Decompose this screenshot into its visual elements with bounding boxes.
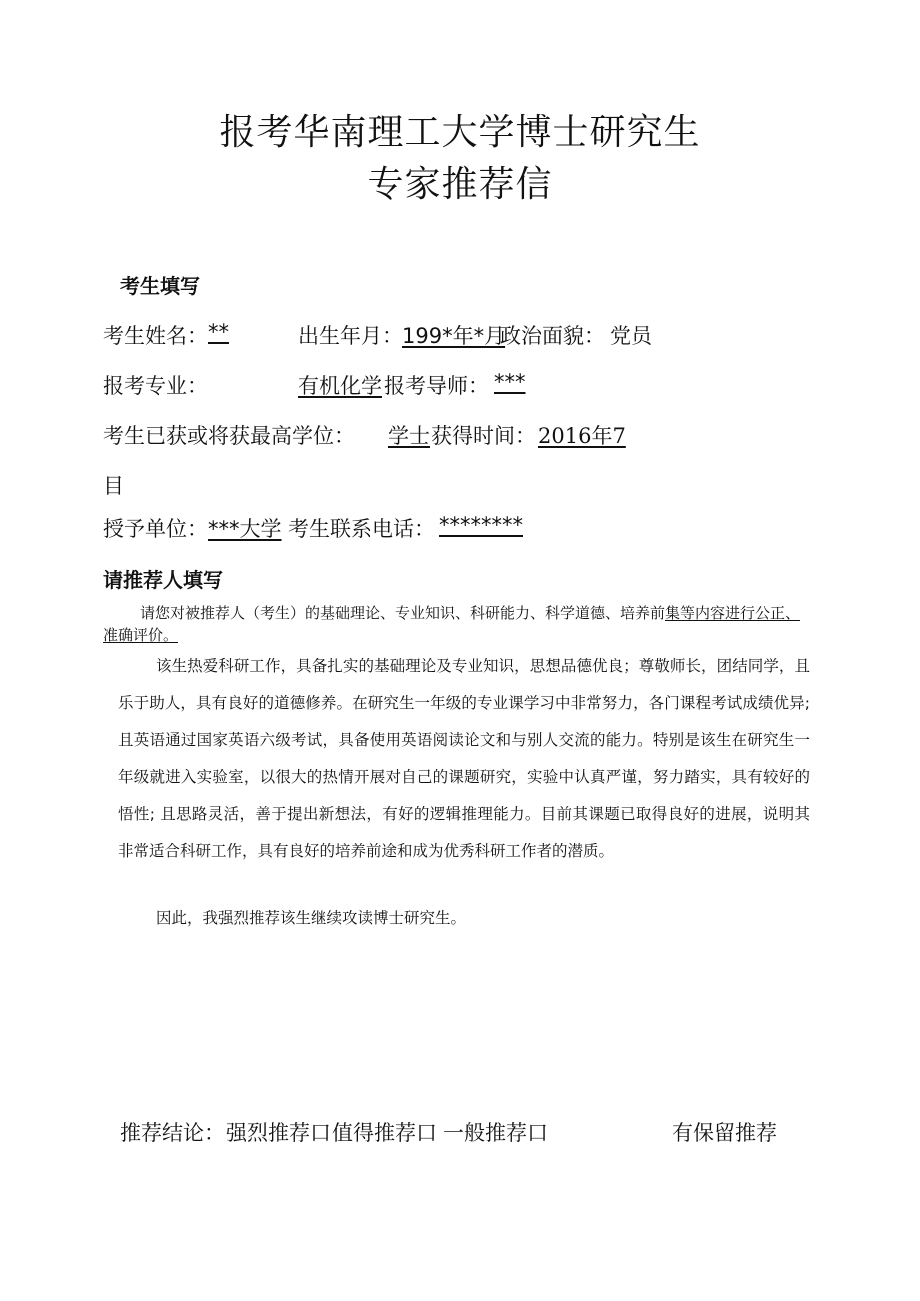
name-label: 考生姓名： xyxy=(103,324,208,348)
major-label: 报考专业： xyxy=(103,374,208,398)
conclusion-option-worthy[interactable]: 值得推荐口 xyxy=(332,1121,437,1145)
unit-label: 授予单位： xyxy=(103,517,208,541)
conclusion-option-general[interactable]: 一般推荐口 xyxy=(443,1121,548,1145)
major-value: 有机化学 xyxy=(298,374,382,398)
name-value: ** xyxy=(208,320,229,344)
degree-label: 考生已获或将获最高学位： xyxy=(103,424,355,448)
recommender-section-heading: 请推荐人填写 xyxy=(103,568,223,592)
instructions-text: 请您对被推荐人（考生）的基础理论、专业知识、科研能力、科学道德、培养前 xyxy=(140,604,666,622)
instructions-underlined-text: 集等内容进行公正、准确评价。 xyxy=(103,604,801,644)
candidate-section-heading: 考生填写 xyxy=(120,274,200,298)
phone-value: ******** xyxy=(439,513,523,537)
advisor-label: 报考导师： xyxy=(384,374,489,398)
conclusion-option-reserved[interactable]: 有保留推荐 xyxy=(672,1121,777,1145)
degree-time-label: 获得时间： xyxy=(431,424,536,448)
recommendation-closing: 因此，我强烈推荐该生继续攻读博士研究生。 xyxy=(156,909,467,927)
degree-time-value: 2016年7 xyxy=(538,424,626,448)
page-subtitle: 专家推荐信 xyxy=(367,164,553,205)
recommender-instructions xyxy=(103,602,803,646)
degree-time-wrap: 目 xyxy=(103,474,124,498)
page-title: 报考华南理工大学博士研究生 xyxy=(219,112,701,153)
advisor-value: *** xyxy=(494,370,526,394)
birth-label: 出生年月： xyxy=(298,324,403,348)
conclusion-label: 推荐结论： xyxy=(120,1121,225,1145)
political-value: 党员 xyxy=(610,324,652,348)
phone-label: 考生联系电话： xyxy=(288,517,435,541)
conclusion-option-strong[interactable]: 强烈推荐口 xyxy=(226,1121,331,1145)
unit-value: ***大学 xyxy=(208,517,282,541)
degree-value: 学士 xyxy=(388,424,430,448)
recommendation-body: 该生热爱科研工作，具备扎实的基础理论及专业知识，思想品德优良；尊敬师长，团结同学，且乐于助人，具有良好的道德修养。在研究生一年级的专业课学习中非常努力，各门课程考试成绩优异; 且英语通过国家英语六级考试，具备使用英语阅读论文和与别人交流的能力。特别是该生在研究生一年级就进入实验室，以很大的热情开展对自己的课题研究，实验中认真严谨，努力踏实，具有较好的悟性; 且思路灵活，善于提出新想法，有好的逻辑推理能力。目前其课题已取得良好的进展，说明其非常适合科研工作，具有良好的培养前途和成为优秀科研工作者的潜质。 xyxy=(118,657,810,860)
political-label: 政治面貌： xyxy=(500,324,605,348)
birth-value: 199*年*月 xyxy=(402,324,506,348)
